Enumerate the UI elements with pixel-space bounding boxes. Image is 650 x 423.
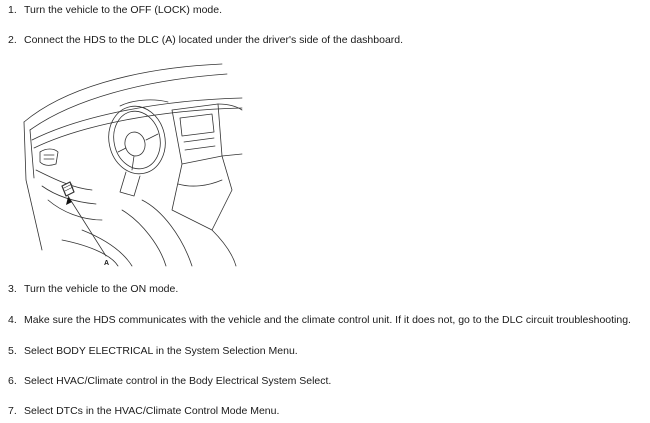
step-text: Turn the vehicle to the ON mode. (24, 283, 179, 295)
step-text: Select HVAC/Climate control in the Body Electrical System Select. (24, 375, 332, 387)
step-5 (8, 344, 298, 358)
step-7 (8, 404, 279, 418)
step-number: 3. (8, 283, 17, 295)
dashboard-dlc-illustration (22, 60, 244, 272)
callout-label-a: A (104, 260, 110, 267)
step-number: 7. (8, 405, 17, 417)
step-1 (8, 3, 222, 17)
step-6 (8, 374, 331, 388)
step-text: Connect the HDS to the DLC (A) located under the driver's side of the dashboard. (24, 34, 404, 46)
step-text: Make sure the HDS communicates with the vehicle and the climate control unit. If it does not, go to the DLC circuit troubleshooting. (24, 314, 631, 326)
step-3 (8, 282, 178, 296)
step-text: Turn the vehicle to the OFF (LOCK) mode. (24, 4, 223, 16)
step-text: Select BODY ELECTRICAL in the System Selection Menu. (24, 345, 298, 357)
step-number: 1. (8, 4, 17, 16)
step-2 (8, 33, 403, 47)
step-number: 6. (8, 375, 17, 387)
step-number: 4. (8, 314, 17, 326)
step-number: 5. (8, 345, 17, 357)
step-4 (8, 313, 631, 327)
step-number: 2. (8, 34, 17, 46)
dashboard-illustration-icon (22, 60, 244, 272)
step-text: Select DTCs in the HVAC/Climate Control Mode Menu. (24, 405, 280, 417)
